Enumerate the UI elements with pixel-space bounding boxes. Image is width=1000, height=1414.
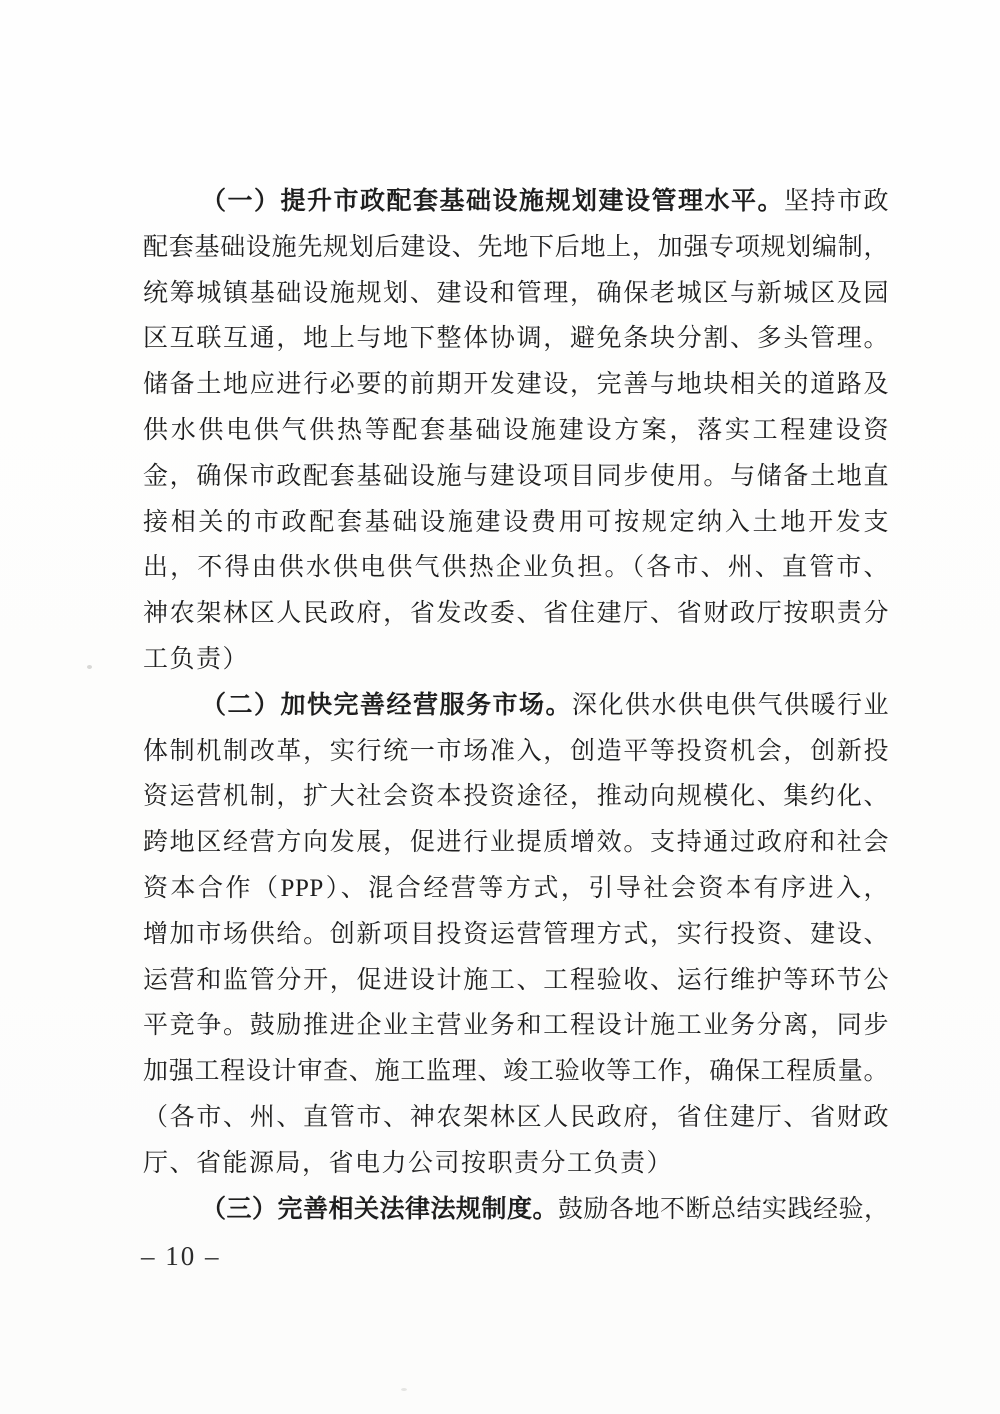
paragraph-text: 出，不得由供水供电供气供热企业负担。（各市、州、直管市、 <box>143 554 889 582</box>
text-line <box>143 271 889 317</box>
text-line <box>143 408 889 454</box>
text-line <box>143 774 889 820</box>
paragraph-text: 储备土地应进行必要的前期开发建设，完善与地块相关的道路及 <box>143 371 889 399</box>
paragraph-text: 神农架林区人民政府，省发改委、省住建厅、省财政厅按职责分 <box>143 600 889 628</box>
text-line <box>143 1187 889 1233</box>
text-line <box>143 958 889 1004</box>
paragraph-text: 体制机制改革，实行统一市场准入，创造平等投资机会，创新投 <box>143 737 889 765</box>
text-line <box>143 637 889 683</box>
text-line <box>143 500 889 546</box>
text-line <box>143 545 889 591</box>
paragraph-text: 运营和监管分开，促进设计施工、工程验收、运行维护等环节公 <box>143 966 889 994</box>
text-line <box>143 729 889 775</box>
text-line <box>143 454 889 500</box>
text-line <box>143 866 889 912</box>
paragraph-text: 接相关的市政配套基础设施建设费用可按规定纳入土地开发支 <box>143 508 889 536</box>
paragraph-text: 坚持市政 <box>783 188 889 215</box>
text-line <box>143 683 889 729</box>
paragraph-text: 平竞争。鼓励推进企业主营业务和工程设计施工业务分离，同步 <box>143 1012 889 1040</box>
paragraph-lead: （一）提升市政配套基础设施规划建设管理水平。 <box>201 188 784 215</box>
scan-speck <box>87 665 92 669</box>
paragraph-text: 深化供水供电供气供暖行业 <box>571 691 889 719</box>
paragraph-lead: （二）加快完善经营服务市场。 <box>201 691 572 719</box>
paragraph-text: 统筹城镇基础设施规划、建设和管理，确保老城区与新城区及园 <box>143 279 889 307</box>
text-line <box>143 1141 889 1187</box>
paragraph-text: （各市、州、直管市、神农架林区人民政府，省住建厅、省财政 <box>143 1103 889 1131</box>
text-line <box>143 1095 889 1141</box>
paragraph-text: 金，确保市政配套基础设施与建设项目同步使用。与储备土地直 <box>143 462 889 490</box>
paragraph-text: 资运营机制，扩大社会资本投资途径，推动向规模化、集约化、 <box>143 783 889 811</box>
text-line <box>143 316 889 362</box>
text-line <box>143 1003 889 1049</box>
paragraph-text: 加强工程设计审查、施工监理、竣工验收等工作，确保工程质量。 <box>143 1058 889 1086</box>
text-line <box>143 225 889 271</box>
text-line <box>143 1049 889 1095</box>
scan-speck <box>401 1388 407 1391</box>
paragraph-text: 跨地区经营方向发展，促进行业提质增效。支持通过政府和社会 <box>143 829 889 857</box>
text-line <box>143 591 889 637</box>
paragraph-text: 供水供电供气供热等配套基础设施建设方案，落实工程建设资 <box>143 416 889 444</box>
text-line <box>143 820 889 866</box>
text-line <box>143 362 889 408</box>
paragraph-text: 增加市场供给。创新项目投资运营管理方式，实行投资、建设、 <box>143 920 889 948</box>
paragraph-text: 工负责） <box>143 645 250 673</box>
paragraph-text: 资本合作（PPP）、混合经营等方式，引导社会资本有序进入， <box>143 874 889 902</box>
text-line <box>143 912 889 958</box>
page-number: – 10 – <box>141 1241 221 1271</box>
document-body <box>143 179 889 1232</box>
paragraph-text: 厅、省能源局，省电力公司按职责分工负责） <box>143 1149 674 1177</box>
paragraph-lead: （三）完善相关法律法规制度。 <box>201 1195 559 1223</box>
paragraph-text: 鼓励各地不断总结实践经验， <box>558 1195 890 1223</box>
paragraph-text: 配套基础设施先规划后建设、先地下后地上，加强专项规划编制， <box>143 233 889 261</box>
text-line <box>143 179 889 225</box>
paragraph-text: 区互联互通，地上与地下整体协调，避免条块分割、多头管理。 <box>143 325 889 353</box>
